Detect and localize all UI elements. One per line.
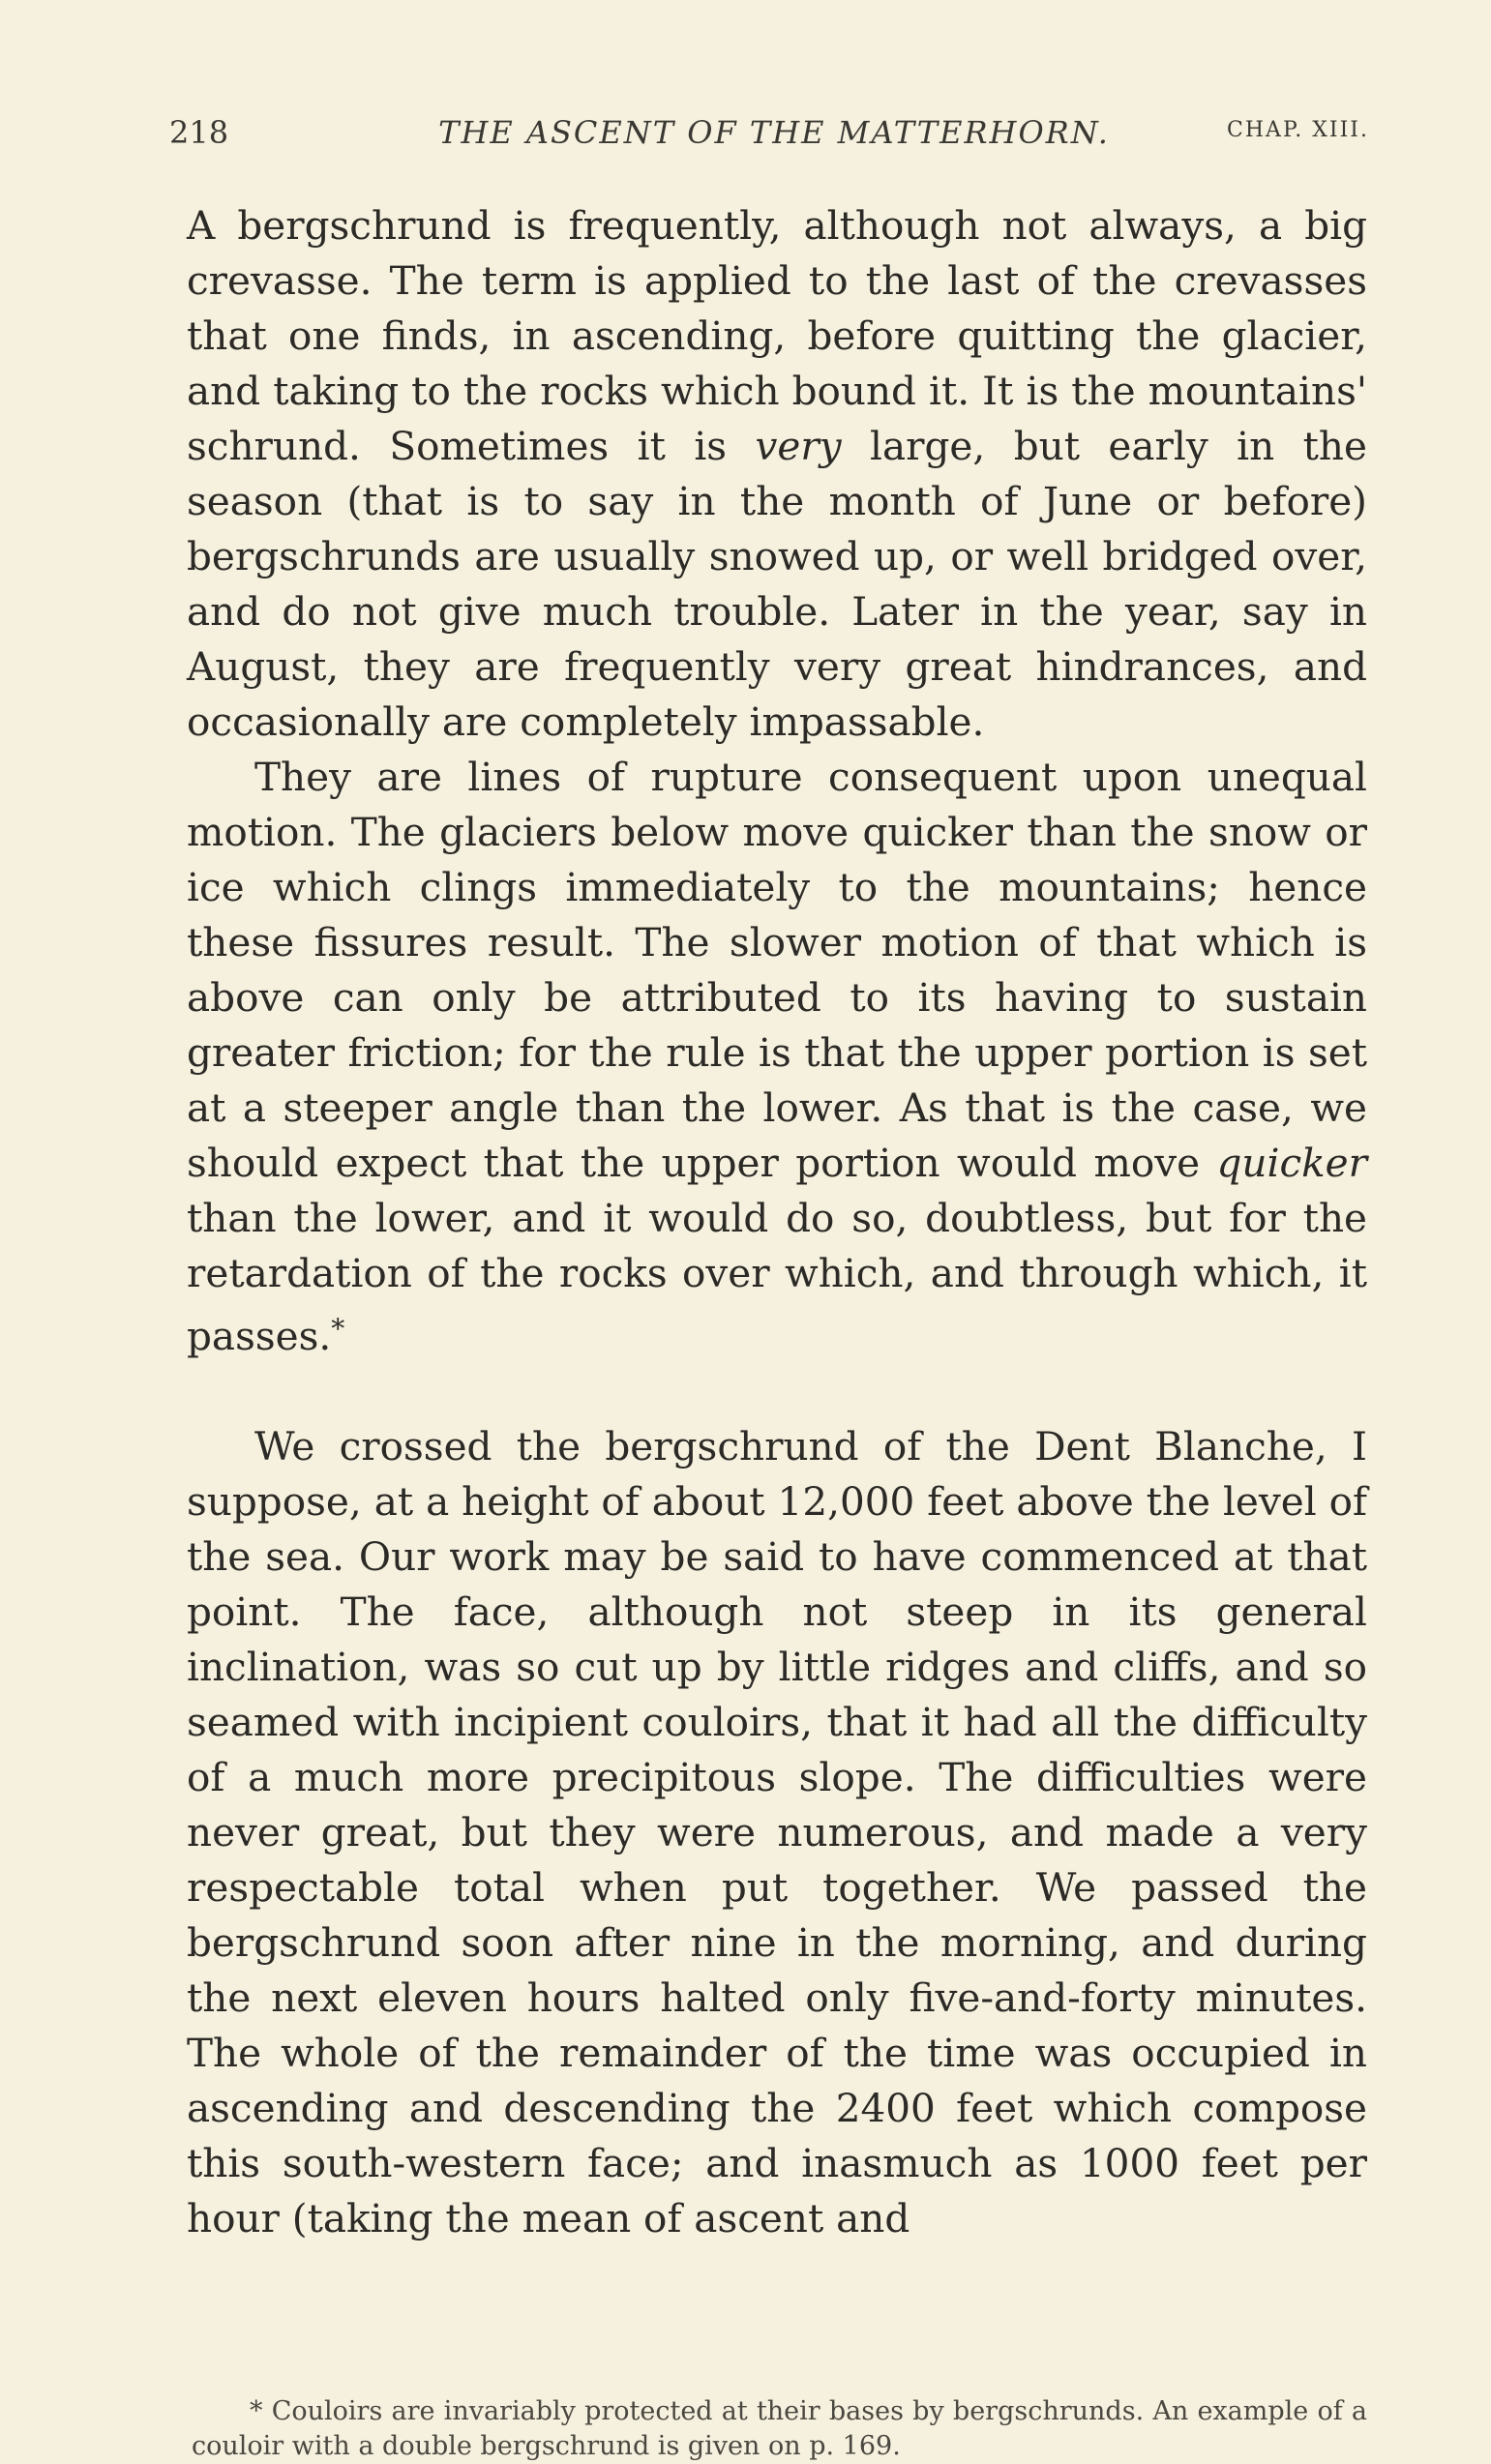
footnote-text: * Couloirs are invariably protected at their bases by bergschrunds. An example of a couloir with a double bergschrund is given on p. 169. — [192, 2396, 1367, 2461]
footnote — [192, 2394, 1367, 2464]
footnote-marker: * — [331, 1313, 345, 1345]
page-number: 218 — [169, 114, 229, 151]
emphasis-very: very — [755, 423, 842, 469]
paragraph-dent-blanche-crossing: We crossed the bergschrund of the Dent Blanche, I suppose, at a height of about 12,000 feet above the level of the sea. Our work may be said to have commenced at that point. The face, although not steep in its general inclination, was so cut up by little ridges and cliffs, and so seamed with incipient couloirs, that it had all the difficulty of a much more precipitous slope. The difficulties were never great, but they were numerous, and made a very respectable total when put together. We passed the bergschrund soon after nine in the morning, and during the next eleven hours halted only five-and-forty minutes. The whole of the remainder of the time was occupied in ascending and descending the 2400 feet which compose this south-western face; and inasmuch as 1000 feet per hour (taking the mean of ascent and — [187, 1423, 1367, 2241]
paragraph-rupture-lines: They are lines of rupture consequent upon unequal motion. The glaciers below move quicker than the snow or ice which clings immediately to the mountains; hence these fissures result. The slower motion of that which is above can only be attributed to its having to sustain greater friction; for the rule is that the upper portion is set at a steeper angle than the lower. As that is the case, we should expect that the upper portion would move quicker than the lower, and it would do so, doubtless, but for the retardation of the rocks over which, and through which, it passes.* — [187, 754, 1367, 1359]
body-text — [187, 198, 1367, 2246]
emphasis-quicker: quicker — [1216, 1140, 1367, 1186]
running-header — [169, 114, 1369, 153]
running-title: THE ASCENT OF THE MATTERHORN. — [438, 114, 1110, 151]
paragraph-bergschrund-definition: A bergschrund is frequently, although not always, a big crevasse. The term is applied to the last of the crevasses that one finds, in ascending, before quitting the glacier, and taking to the rocks which bound it. It is the mountains' schrund. Sometimes it is very large, but early in the season (that is to say in the month of June or before) bergschrunds are usually snowed up, or well bridged over, and do not give much trouble. Later in the year, say in August, they are frequently very great hindrances, and occasionally are completely impassable. — [187, 202, 1367, 745]
chapter-label: CHAP. XIII. — [1227, 118, 1369, 142]
